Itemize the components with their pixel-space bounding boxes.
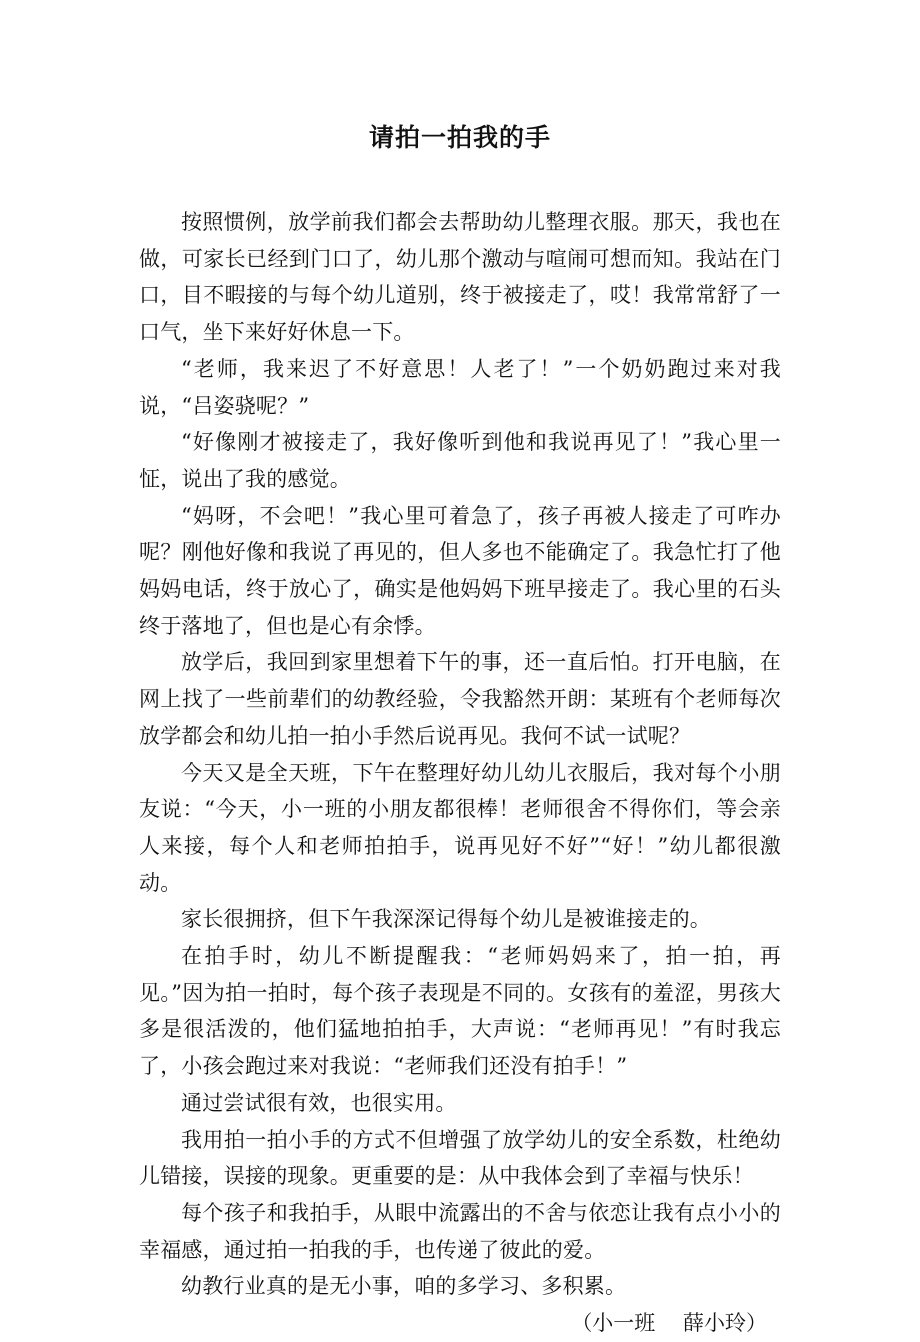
paragraph: “老师，我来迟了不好意思！人老了！”一个奶奶跑过来对我说，“吕姿骁呢？” — [139, 356, 781, 418]
paragraph: 在拍手时，幼儿不断提醒我：“老师妈妈来了，拍一拍，再见。”因为拍一拍时，每个孩子表现是不同的。女孩有的羞涩，男孩大多是很活泼的，他们猛地拍拍手，大声说：“老师再见！”有时我忘了，小孩会跑过来对我说：“老师我们还没有拍手！” — [139, 944, 781, 1079]
paragraph: “好像刚才被接走了，我好像听到他和我说再见了！”我心里一怔，说出了我的感觉。 — [139, 430, 781, 491]
paragraph: 家长很拥挤，但下午我深深记得每个幼儿是被谁接走的。 — [181, 907, 711, 932]
document-body — [139, 204, 781, 1342]
paragraph: “妈呀，不会吧！”我心里可着急了，孩子再被人接走了可咋办呢？刚他好像和我说了再见的，但人多也不能确定了。我急忙打了他妈妈电话，终于放心了，确实是他妈妈下班早接走了。我心里的石头终于落地了，但也是心有余悸。 — [139, 503, 781, 638]
paragraph: 每个孩子和我拍手，从眼中流露出的不舍与依恋让我有点小小的幸福感，通过拍一拍我的手，也传递了彼此的爱。 — [139, 1200, 781, 1262]
paragraph: 我用拍一拍小手的方式不但增强了放学幼儿的安全系数，杜绝幼儿错接，误接的现象。更重要的是：从中我体会到了幸福与快乐！ — [139, 1127, 781, 1189]
paragraph: 通过尝试很有效，也很实用。 — [181, 1090, 457, 1115]
document-title: 请拍一拍我的手 — [368, 123, 551, 152]
paragraph: 按照惯例，放学前我们都会去帮助幼儿整理衣服。那天，我也在做，可家长已经到门口了，幼儿那个激动与喧闹可想而知。我站在门口，目不暇接的与每个幼儿道别，终于被接走了，哎！我常常舒了一口气，坐下来好好休息一下。 — [139, 210, 781, 345]
paragraph: 今天又是全天班，下午在整理好幼儿幼儿衣服后，我对每个小朋友说：“今天，小一班的小朋友都很棒！老师很舍不得你们，等会亲人来接，每个人和老师拍拍手，说再见好不好”“好！”幼儿都很激动。 — [139, 760, 781, 895]
paragraph: 幼教行业真的是无小事，咱的多学习、多积累。 — [181, 1274, 627, 1299]
author-signature: （小一班 薛小玲） — [571, 1311, 767, 1336]
paragraph: 放学后，我回到家里想着下午的事，还一直后怕。打开电脑，在网上找了一些前辈们的幼教经验，令我豁然开朗：某班有个老师每次放学都会和幼儿拍一拍小手然后说再见。我何不试一试呢？ — [139, 650, 781, 748]
